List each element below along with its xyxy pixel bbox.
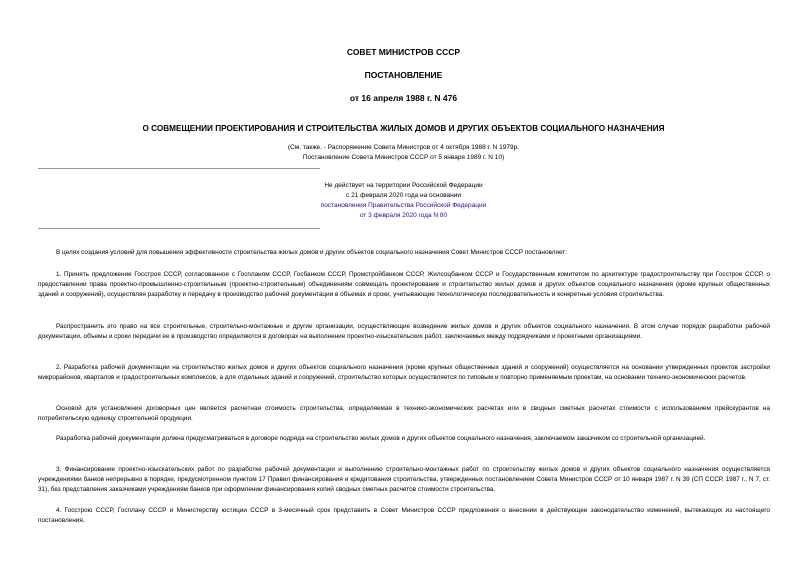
status-line-1: Не действует на территории Российской Федерации — [324, 182, 483, 189]
document-title: О СОВМЕЩЕНИИ ПРОЕКТИРОВАНИЯ И СТРОИТЕЛЬСТВА ЖИЛЫХ ДОМОВ И ДРУГИХ ОБЪЕКТОВ СОЦИАЛЬНОГО НАЗНАЧЕНИЯ — [142, 124, 665, 133]
see-also-line-1: (См. также. - Распоряжение Совета Министров от 4 октября 1988 г. N 1979р. — [287, 144, 520, 151]
status-link-1[interactable]: постановления Правительства Российской Федерации — [320, 202, 487, 209]
see-also-line-2: Постановление Совета Министров СССР от 5 января 1989 г. N 10) — [302, 154, 505, 161]
status-link-2[interactable]: от 3 февраля 2020 года N 80 — [359, 212, 448, 219]
paragraph-2-prices: Основой для установления договорных цен является расчетная стоимость строительства, определяемая в технико-экономических расчетах или в сводных сметных расчетах стоимости с использованием прейскурантов на потребительскую единицу строительной продукции. — [38, 405, 770, 422]
paragraph-1: 1. Принять предложение Госстроя СССР, согласованное с Госпланом СССР, Госбанком СССР, Промстройбанком СССР, Жилсоцбанком СССР и Государственным комитетом по архитектуре градостроительству при Госстрое СССР, о предоставлении права проектно-промышленно-строительным (проектно-строительным) объединениям совмещать проектирование и строительство жилых домов и других объектов социального назначения (кроме крупных общественных зданий и сооружений), осуществляя разработку и передачу в производство рабочей документации в объемах и сроки, учитывающие технологическую последовательность и конкретные условия строительства. — [38, 271, 770, 298]
divider-bottom — [38, 228, 320, 229]
paragraph-2: 2. Разработка рабочей документации на строительство жилых домов и других объектов социального назначения (кроме крупных общественных зданий и сооружений) осуществляется на основании утвержденных проектов застройки микрорайонов, кварталов и градостроительных комплексов, а для отдельных зданий и сооружений, строительство которых осуществляется по типовым и повторно применяемым проектам, на основании технико-экономических расчетов. — [38, 364, 770, 381]
paragraph-preamble: В целях создания условий для повышения эффективности строительства жилых домов и других объектов социального назначения Совет Министров СССР постановляет: — [56, 249, 567, 256]
issuer: СОВЕТ МИНИСТРОВ СССР — [346, 47, 461, 57]
paragraph-4: 4. Госстрою СССР, Госплану СССР и Министерству юстиции СССР в 3-месячный срок представить в Совет Министров СССР предложения о внесении в действующее законодательство изменений, вытекающих из настоящего постановления. — [38, 507, 770, 524]
status-line-2: с 21 февраля 2020 года на основании — [346, 192, 461, 199]
paragraph-2-contract: Разработка рабочей документации должна предусматриваться в договоре подряда на строительство жилых домов и других объектов социального назначения, заключаемом заказчиком со строительной организацией. — [56, 435, 706, 442]
paragraph-3: 3. Финансирование проектно-изыскательских работ по разработке рабочей документации и выполнению строительно-монтажных работ по строительству жилых домов и других объектов социального назначения осуществляется учреждениями банков непрерывно в порядке, предусмотренном пунктом 17 Правил финансирования и кредитования строительства, утвержденных постановлением Совета Министров СССР от 10 января 1987 г. N 39 (СП СССР, 1987 г., N 7, ст. 31), без представления заказчиками учреждениям банков при оформлении финансирования копий сводных сметных расчетов стоимости строительства. — [38, 466, 770, 493]
doc-type: ПОСТАНОВЛЕНИЕ — [364, 70, 443, 80]
paragraph-1-extension: Распространить это право на все строительные, строительно-монтажные и другие организации, осуществляющие возведение жилых домов и других объектов социального назначения. В этом случае порядок разработки рабочей документации, объемы и сроки передачи ее в производство определяются в договорах на выполнение проектно-изыскательских работ, заключаемых между подрядчиками и проектными организациями. — [38, 323, 770, 340]
divider-top — [38, 168, 320, 169]
date-number: от 16 апреля 1988 г. N 476 — [349, 93, 458, 103]
